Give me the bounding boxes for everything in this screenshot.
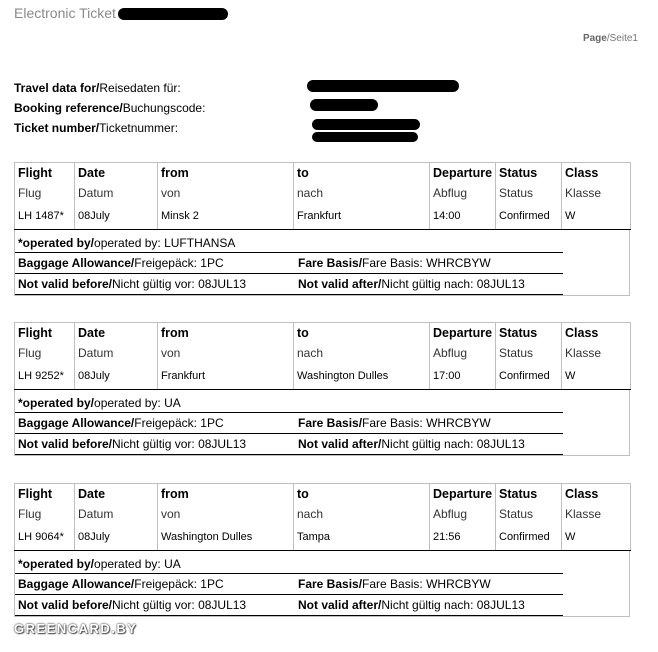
col-from-en: from	[161, 166, 189, 180]
flight-number: LH 1487*	[15, 203, 75, 230]
validity-line	[15, 274, 563, 295]
col-from-de: von	[161, 507, 181, 521]
col-from	[158, 163, 294, 204]
baggage-fare-line	[15, 574, 563, 595]
col-date-en: Date	[78, 487, 106, 501]
col-from-de: von	[161, 186, 181, 200]
not-valid-after-prefix: Nicht gültig nach:	[381, 437, 477, 451]
flight-to: Frankfurt	[294, 203, 430, 230]
flight-data-row	[15, 363, 631, 390]
baggage-allowance	[18, 413, 224, 433]
flight-date: 08July	[75, 363, 158, 390]
page-label-rest: /Seite1	[606, 33, 638, 44]
col-to-de: nach	[297, 346, 324, 360]
flight-header-row	[15, 163, 631, 204]
flight-segment-3	[14, 483, 630, 617]
col-class	[562, 163, 631, 204]
not-valid-before-prefix: Nicht gültig vor:	[112, 277, 199, 291]
not-valid-before-label: Not valid before/	[18, 598, 113, 612]
col-date-de: Datum	[78, 186, 114, 200]
fare-basis	[298, 253, 491, 273]
travel-info	[14, 78, 205, 138]
col-class-en: Class	[565, 166, 599, 180]
not-valid-before-value: 08JUL13	[198, 437, 247, 451]
col-date	[75, 163, 158, 204]
redaction-ticket-1	[312, 119, 420, 130]
travel-data-row	[14, 78, 205, 98]
col-status-en: Status	[499, 326, 538, 340]
flight-departure: 14:00	[430, 203, 496, 230]
not-valid-before-prefix: Nicht gültig vor:	[112, 437, 199, 451]
col-status-en: Status	[499, 166, 538, 180]
col-to-en: to	[297, 166, 309, 180]
operated-by-label: *operated by/	[18, 557, 95, 571]
operated-by-line	[15, 551, 563, 574]
document-title: Electronic Ticket	[14, 5, 116, 21]
baggage-prefix: Freigepäck:	[134, 577, 201, 591]
baggage-allowance	[18, 253, 224, 273]
col-departure-en: Departure	[433, 487, 493, 501]
booking-ref-row	[14, 98, 205, 118]
flight-departure: 21:56	[430, 524, 496, 551]
col-date	[75, 323, 158, 364]
col-departure-de: Abflug	[433, 346, 468, 360]
col-departure-de: Abflug	[433, 507, 468, 521]
col-to	[294, 163, 430, 204]
fare-basis-value: WHRCBYW	[426, 416, 491, 430]
booking-ref-label-en: Booking reference/	[14, 101, 123, 115]
col-status	[496, 163, 562, 204]
operated-by-line	[15, 390, 563, 413]
col-departure-en: Departure	[433, 326, 493, 340]
flight-to: Washington Dulles	[294, 363, 430, 390]
col-departure-de: Abflug	[433, 186, 468, 200]
not-valid-before	[18, 274, 246, 294]
not-valid-after-label: Not valid after/	[298, 598, 382, 612]
baggage-prefix: Freigepäck:	[134, 256, 201, 270]
col-flight-de: Flug	[18, 507, 42, 521]
col-flight-en: Flight	[18, 487, 53, 501]
col-to-en: to	[297, 326, 309, 340]
baggage-label: Baggage Allowance/	[18, 256, 135, 270]
flight-departure: 17:00	[430, 363, 496, 390]
flight-number: LH 9252*	[15, 363, 75, 390]
validity-line	[15, 434, 563, 455]
col-status-de: Status	[499, 507, 534, 521]
baggage-prefix: Freigepäck:	[134, 416, 201, 430]
col-to-en: to	[297, 487, 309, 501]
flight-from: Washington Dulles	[158, 524, 294, 551]
col-status	[496, 323, 562, 364]
col-from-en: from	[161, 487, 189, 501]
redaction-traveller	[307, 80, 459, 92]
operated-by-prefix: operated by:	[94, 396, 165, 410]
col-flight-en: Flight	[18, 166, 53, 180]
booking-ref-label-de: Buchungscode:	[122, 101, 206, 115]
not-valid-before	[18, 595, 246, 615]
not-valid-after	[298, 595, 525, 615]
baggage-value: 1PC	[200, 416, 224, 430]
flight-header-row	[15, 323, 631, 364]
col-class-de: Klasse	[565, 346, 602, 360]
not-valid-after-label: Not valid after/	[298, 437, 382, 451]
page-label	[583, 33, 638, 44]
col-class-en: Class	[565, 487, 599, 501]
col-class	[562, 484, 631, 525]
col-from	[158, 484, 294, 525]
baggage-value: 1PC	[200, 577, 224, 591]
operated-by-value: LUFTHANSA	[164, 236, 236, 250]
ticket-number-row	[14, 118, 205, 138]
segment-details	[14, 390, 630, 456]
baggage-label: Baggage Allowance/	[18, 416, 135, 430]
col-from-en: from	[161, 326, 189, 340]
fare-basis-value: WHRCBYW	[426, 577, 491, 591]
fare-basis-value: WHRCBYW	[426, 256, 491, 270]
col-flight	[15, 484, 75, 525]
not-valid-after-value: 08JUL13	[476, 598, 525, 612]
flight-status: Confirmed	[496, 524, 562, 551]
col-to-de: nach	[297, 186, 324, 200]
flight-from: Frankfurt	[158, 363, 294, 390]
col-departure	[430, 323, 496, 364]
col-flight-de: Flug	[18, 186, 42, 200]
flight-date: 08July	[75, 524, 158, 551]
not-valid-after-value: 08JUL13	[476, 277, 525, 291]
flight-class: W	[562, 203, 631, 230]
col-class-en: Class	[565, 326, 599, 340]
col-class-de: Klasse	[565, 186, 602, 200]
col-flight-de: Flug	[18, 346, 42, 360]
redaction-ticket-2	[312, 132, 418, 142]
flight-data-row	[15, 203, 631, 230]
operated-by-label: *operated by/	[18, 396, 95, 410]
ticket-number-label-en: Ticket number/	[14, 121, 100, 135]
col-from	[158, 323, 294, 364]
not-valid-before	[18, 434, 246, 454]
baggage-label: Baggage Allowance/	[18, 577, 135, 591]
col-flight	[15, 323, 75, 364]
col-departure	[430, 163, 496, 204]
page-label-bold: Page	[582, 33, 607, 44]
col-to	[294, 484, 430, 525]
flight-header-row	[15, 484, 631, 525]
operated-by-prefix: operated by:	[94, 236, 165, 250]
operated-by-prefix: operated by:	[94, 557, 165, 571]
col-status-de: Status	[499, 346, 534, 360]
baggage-fare-line	[15, 253, 563, 274]
operated-by-value: UA	[164, 396, 181, 410]
flight-table	[14, 322, 631, 390]
operated-by-value: UA	[164, 557, 181, 571]
fare-basis	[298, 413, 491, 433]
flight-to: Tampa	[294, 524, 430, 551]
not-valid-after	[298, 274, 525, 294]
fare-basis	[298, 574, 491, 594]
not-valid-before-label: Not valid before/	[18, 437, 113, 451]
not-valid-before-value: 08JUL13	[198, 277, 247, 291]
not-valid-after-prefix: Nicht gültig nach:	[381, 277, 477, 291]
col-to	[294, 323, 430, 364]
travel-data-label-en: Travel data for/	[14, 81, 100, 95]
operated-by-label: *operated by/	[18, 236, 95, 250]
flight-status: Confirmed	[496, 363, 562, 390]
flight-segment-1	[14, 162, 630, 296]
not-valid-before-prefix: Nicht gültig vor:	[112, 598, 199, 612]
not-valid-before-label: Not valid before/	[18, 277, 113, 291]
col-flight-en: Flight	[18, 326, 53, 340]
col-status	[496, 484, 562, 525]
not-valid-before-value: 08JUL13	[198, 598, 247, 612]
flight-class: W	[562, 524, 631, 551]
redaction-booking	[310, 99, 378, 111]
fare-basis-label: Fare Basis/	[298, 577, 363, 591]
col-date	[75, 484, 158, 525]
ticket-number-label-de: Ticketnummer:	[99, 121, 179, 135]
not-valid-after	[298, 434, 525, 454]
col-departure-en: Departure	[433, 166, 493, 180]
redaction-title	[118, 8, 228, 20]
flight-status: Confirmed	[496, 203, 562, 230]
travel-data-label-de: Reisedaten für:	[99, 81, 181, 95]
col-class-de: Klasse	[565, 507, 602, 521]
flight-data-row	[15, 524, 631, 551]
segment-details	[14, 230, 630, 296]
flight-segment-2	[14, 322, 630, 456]
fare-basis-label: Fare Basis/	[298, 256, 363, 270]
col-date-en: Date	[78, 166, 106, 180]
fare-basis-prefix: Fare Basis:	[362, 416, 427, 430]
col-to-de: nach	[297, 507, 324, 521]
baggage-value: 1PC	[200, 256, 224, 270]
col-from-de: von	[161, 346, 181, 360]
col-date-de: Datum	[78, 346, 114, 360]
fare-basis-prefix: Fare Basis:	[362, 256, 427, 270]
not-valid-after-prefix: Nicht gültig nach:	[381, 598, 477, 612]
col-status-de: Status	[499, 186, 534, 200]
not-valid-after-value: 08JUL13	[476, 437, 525, 451]
watermark: GREENCARD.BY	[14, 621, 138, 636]
flight-table	[14, 162, 631, 230]
operated-by-line	[15, 230, 563, 253]
fare-basis-label: Fare Basis/	[298, 416, 363, 430]
col-flight	[15, 163, 75, 204]
validity-line	[15, 595, 563, 616]
flight-date: 08July	[75, 203, 158, 230]
flight-table	[14, 483, 631, 551]
col-date-de: Datum	[78, 507, 114, 521]
col-date-en: Date	[78, 326, 106, 340]
col-status-en: Status	[499, 487, 538, 501]
baggage-allowance	[18, 574, 224, 594]
flight-number: LH 9064*	[15, 524, 75, 551]
fare-basis-prefix: Fare Basis:	[362, 577, 427, 591]
not-valid-after-label: Not valid after/	[298, 277, 382, 291]
col-departure	[430, 484, 496, 525]
flight-class: W	[562, 363, 631, 390]
col-class	[562, 323, 631, 364]
baggage-fare-line	[15, 413, 563, 434]
segment-details	[14, 551, 630, 617]
flight-from: Minsk 2	[158, 203, 294, 230]
